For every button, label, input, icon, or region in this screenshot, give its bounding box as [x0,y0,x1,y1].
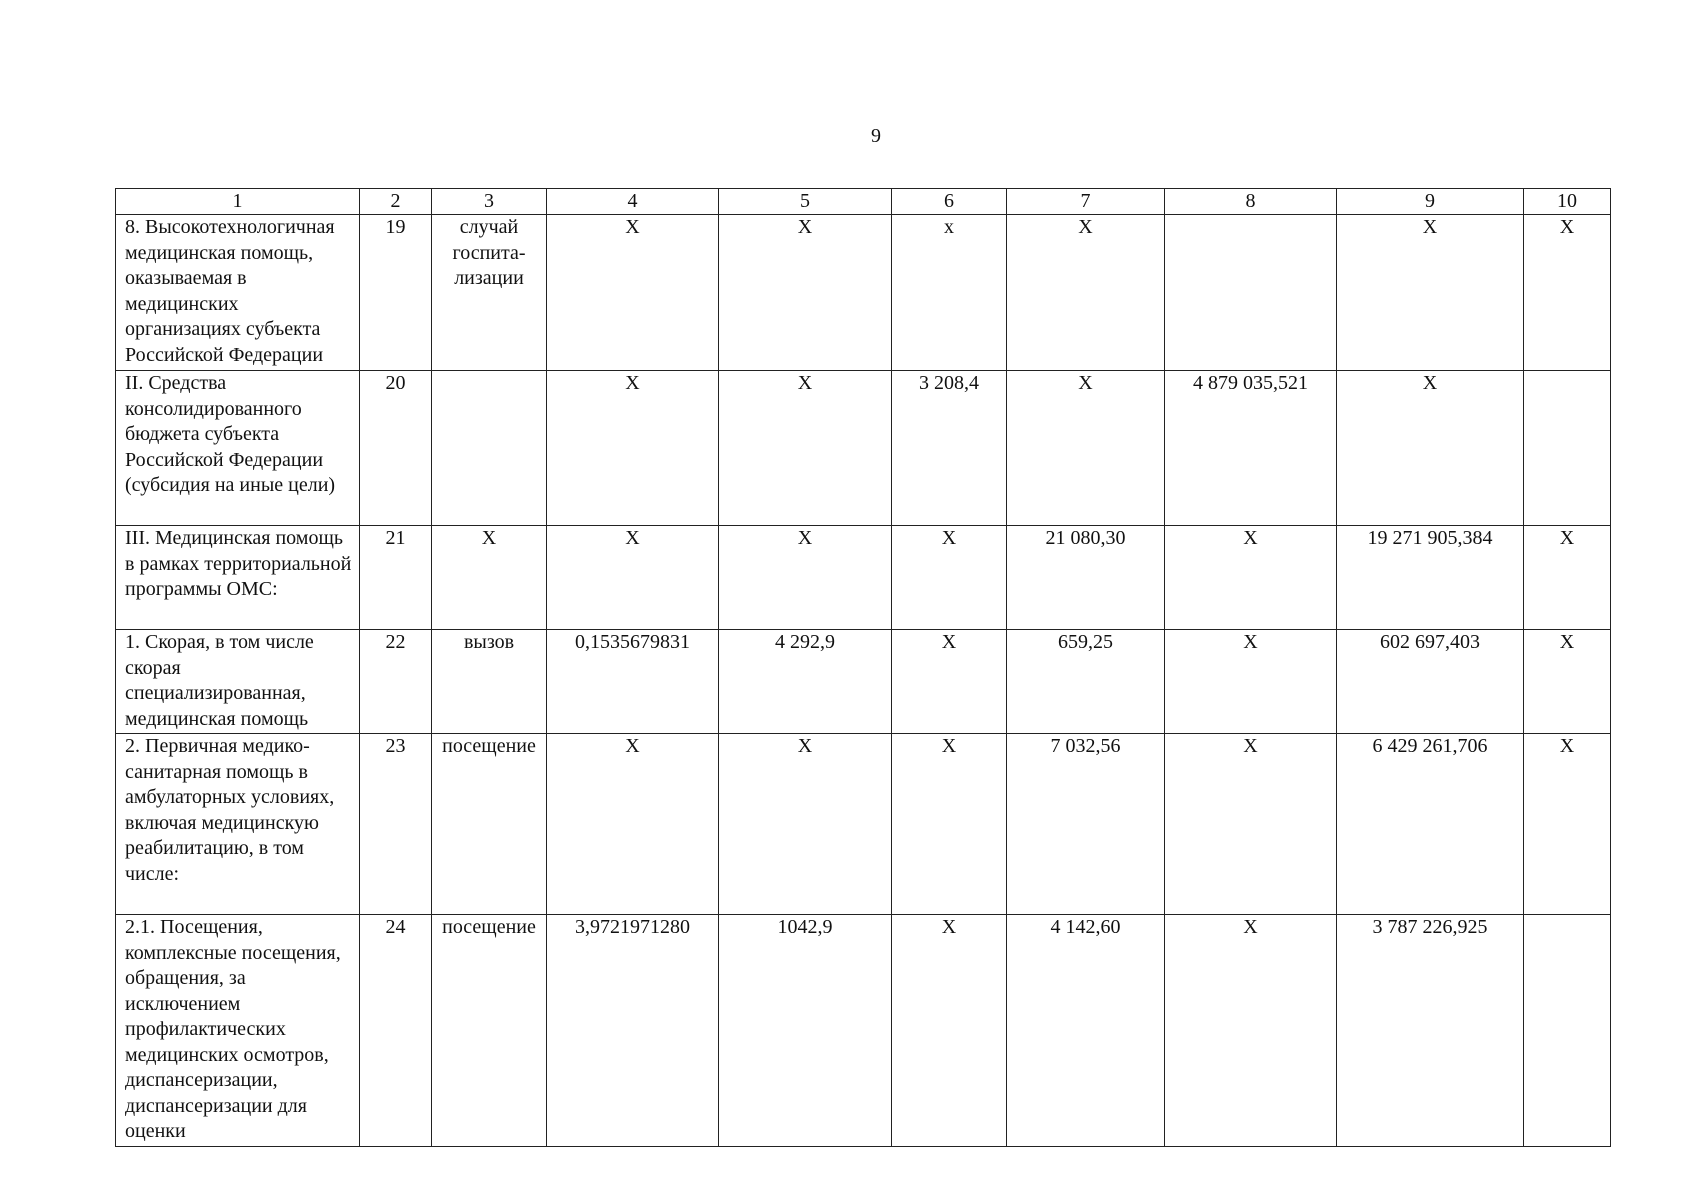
table-cell: X [1524,526,1611,630]
row-name-cell: 2. Первичная медико-санитарная помощь в амбулаторных условиях, включая медицинскую реабилитацию, в том числе: [116,734,360,915]
header-cell: 6 [892,189,1007,215]
table-cell: 3,9721971280 [547,915,719,1147]
row-name-cell: 1. Скорая, в том числе скорая специализированная, медицинская помощь [116,630,360,734]
table-cell: X [719,526,892,630]
header-cell: 2 [360,189,432,215]
table-cell: X [1165,734,1337,915]
row-name-cell: III. Медицинская помощь в рамках территориальной программы ОМС: [116,526,360,630]
table-cell: 21 080,30 [1007,526,1165,630]
table-cell: X [1524,734,1611,915]
table-row [116,734,1611,915]
row-name-cell: 8. Высокотехнологичная медицинская помощь, оказываемая в медицинских организациях субъекта Российской Федерации [116,215,360,371]
table-cell: X [1165,915,1337,1147]
table-cell: X [719,734,892,915]
table-cell: 6 429 261,706 [1337,734,1524,915]
row-name-cell: II. Средства консолидированного бюджета субъекта Российской Федерации (субсидия на иные цели) [116,371,360,526]
table-cell: X [547,734,719,915]
row-number-cell: 24 [360,915,432,1147]
row-number-cell: 23 [360,734,432,915]
table-cell: X [1007,215,1165,371]
page-number: 9 [871,125,881,147]
table-cell: X [1524,630,1611,734]
table-cell: X [1165,630,1337,734]
table-cell: x [892,215,1007,371]
table-cell: X [1337,215,1524,371]
table-row [116,215,1611,371]
header-cell: 10 [1524,189,1611,215]
table-cell: 7 032,56 [1007,734,1165,915]
table-cell: X [1337,371,1524,526]
table-cell [1524,915,1611,1147]
unit-cell: посещение [432,915,547,1147]
table-cell: 3 208,4 [892,371,1007,526]
data-table [115,188,1611,1147]
table-cell: 19 271 905,384 [1337,526,1524,630]
table-cell [1165,215,1337,371]
table-cell: X [892,526,1007,630]
table-cell: 0,1535679831 [547,630,719,734]
table-cell: X [1524,215,1611,371]
table-cell [1524,371,1611,526]
table-cell: X [547,215,719,371]
header-cell: 3 [432,189,547,215]
row-number-cell: 20 [360,371,432,526]
row-number-cell: 21 [360,526,432,630]
unit-cell [432,371,547,526]
table-cell: 4 292,9 [719,630,892,734]
table-cell: X [1007,371,1165,526]
table-cell: X [892,630,1007,734]
table-cell: 4 879 035,521 [1165,371,1337,526]
row-name-cell: 2.1. Посещения, комплексные посещения, обращения, за исключением профилактических медицинских осмотров, диспансеризации, диспансеризации для оценки [116,915,360,1147]
table-row [116,915,1611,1147]
unit-cell: посещение [432,734,547,915]
table-header-row [116,189,1611,215]
table-row [116,526,1611,630]
table-row [116,371,1611,526]
header-cell: 8 [1165,189,1337,215]
table-cell: X [547,526,719,630]
table-cell: X [1165,526,1337,630]
header-cell: 7 [1007,189,1165,215]
table-cell: X [719,215,892,371]
table-cell: 3 787 226,925 [1337,915,1524,1147]
header-cell: 9 [1337,189,1524,215]
row-number-cell: 19 [360,215,432,371]
table-cell: 602 697,403 [1337,630,1524,734]
table-cell: 659,25 [1007,630,1165,734]
unit-cell: вызов [432,630,547,734]
table-row [116,630,1611,734]
header-cell: 4 [547,189,719,215]
table-cell: X [892,734,1007,915]
header-cell: 1 [116,189,360,215]
table-cell: X [719,371,892,526]
header-cell: 5 [719,189,892,215]
table-cell: 4 142,60 [1007,915,1165,1147]
table-cell: 1042,9 [719,915,892,1147]
row-number-cell: 22 [360,630,432,734]
table-cell: X [892,915,1007,1147]
table-cell: X [547,371,719,526]
unit-cell: случай госпита-лизации [432,215,547,371]
unit-cell: X [432,526,547,630]
